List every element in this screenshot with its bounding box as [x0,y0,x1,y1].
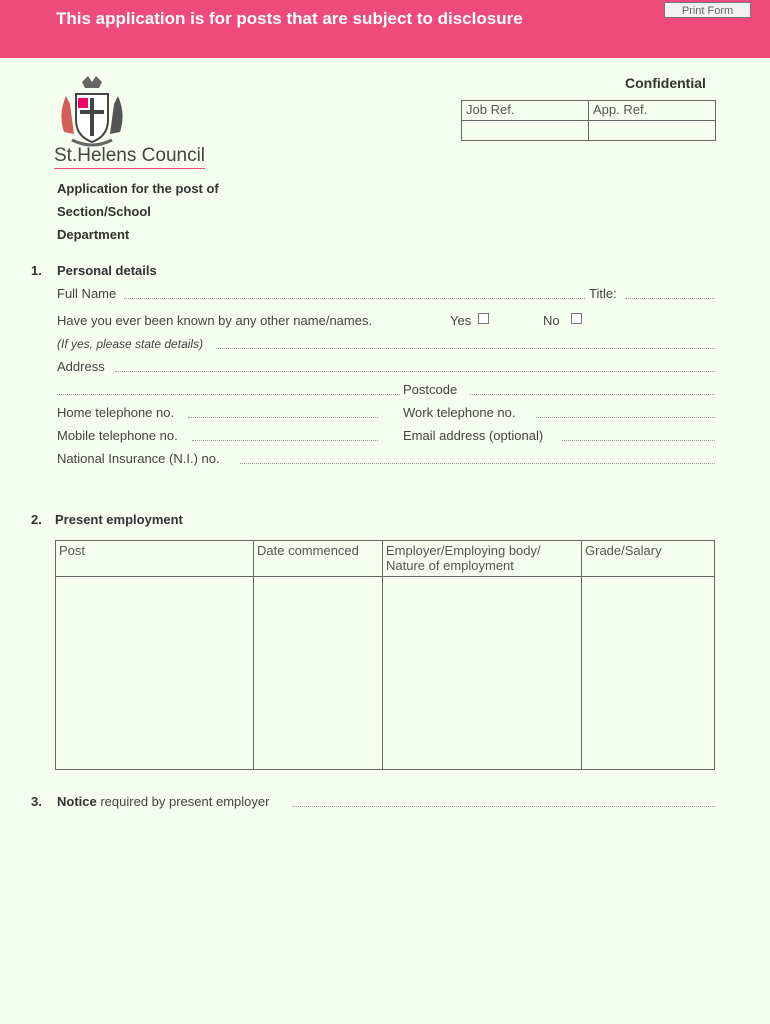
work-telephone-field[interactable] [536,417,715,418]
no-label: No [543,313,560,328]
column-header-post: Post [56,541,254,577]
title-label: Title: [589,286,617,301]
work-telephone-label: Work telephone no. [403,405,516,420]
postcode-field[interactable] [470,394,715,395]
column-header-date-commenced: Date commenced [254,541,383,577]
address-field-line-2[interactable] [57,394,400,395]
ni-number-label: National Insurance (N.I.) no. [57,451,220,466]
home-telephone-label: Home telephone no. [57,405,175,420]
notice-field[interactable] [292,806,715,807]
grade-salary-cell[interactable] [582,577,715,770]
title-field[interactable] [625,298,715,299]
section-1-number: 1. [31,263,42,278]
full-name-field[interactable] [124,298,585,299]
postcode-label: Postcode [403,382,458,397]
notice-label-bold: Notice [57,794,97,809]
section-school-label: Section/School [57,204,151,219]
notice-label [57,794,269,809]
full-name-label: Full Name [57,286,117,301]
job-ref-label: Job Ref. [462,101,589,121]
if-yes-label: (If yes, please state details) [57,337,204,351]
email-label: Email address (optional) [403,428,544,443]
app-ref-field[interactable] [589,121,716,141]
post-cell[interactable] [56,577,254,770]
section-1-title: Personal details [57,263,157,278]
app-ref-label: App. Ref. [589,101,716,121]
address-label: Address [57,359,105,374]
no-checkbox[interactable] [571,313,582,324]
yes-checkbox[interactable] [478,313,489,324]
employer-cell[interactable] [383,577,582,770]
address-field-line-1[interactable] [115,371,715,372]
yes-label: Yes [450,313,472,328]
confidential-label: Confidential [625,75,706,91]
other-names-question: Have you ever been known by any other name/names. [57,313,373,328]
other-names-details-field[interactable] [216,348,715,349]
print-form-button[interactable]: Print Form [664,2,751,18]
email-field[interactable] [562,440,715,441]
column-header-employer: Employer/Employing body/ Nature of employment [383,541,582,577]
department-label: Department [57,227,130,242]
council-crest-icon [52,74,132,152]
council-name: St.Helens Council [54,145,205,169]
section-2-title: Present employment [55,512,183,527]
notice-label-rest: required by present employer [96,794,270,809]
home-telephone-field[interactable] [188,417,378,418]
column-header-grade-salary: Grade/Salary [582,541,715,577]
banner-title: This application is for posts that are subject to disclosure [56,9,523,28]
header-banner [0,0,770,58]
mobile-telephone-label: Mobile telephone no. [57,428,178,443]
present-employment-table [55,540,715,770]
reference-table [461,100,716,141]
section-2-number: 2. [31,512,42,527]
mobile-telephone-field[interactable] [192,440,378,441]
ni-number-field[interactable] [240,463,715,464]
job-ref-field[interactable] [462,121,589,141]
post-applied-label: Application for the post of [57,181,219,196]
date-commenced-cell[interactable] [254,577,383,770]
section-3-number: 3. [31,794,42,809]
